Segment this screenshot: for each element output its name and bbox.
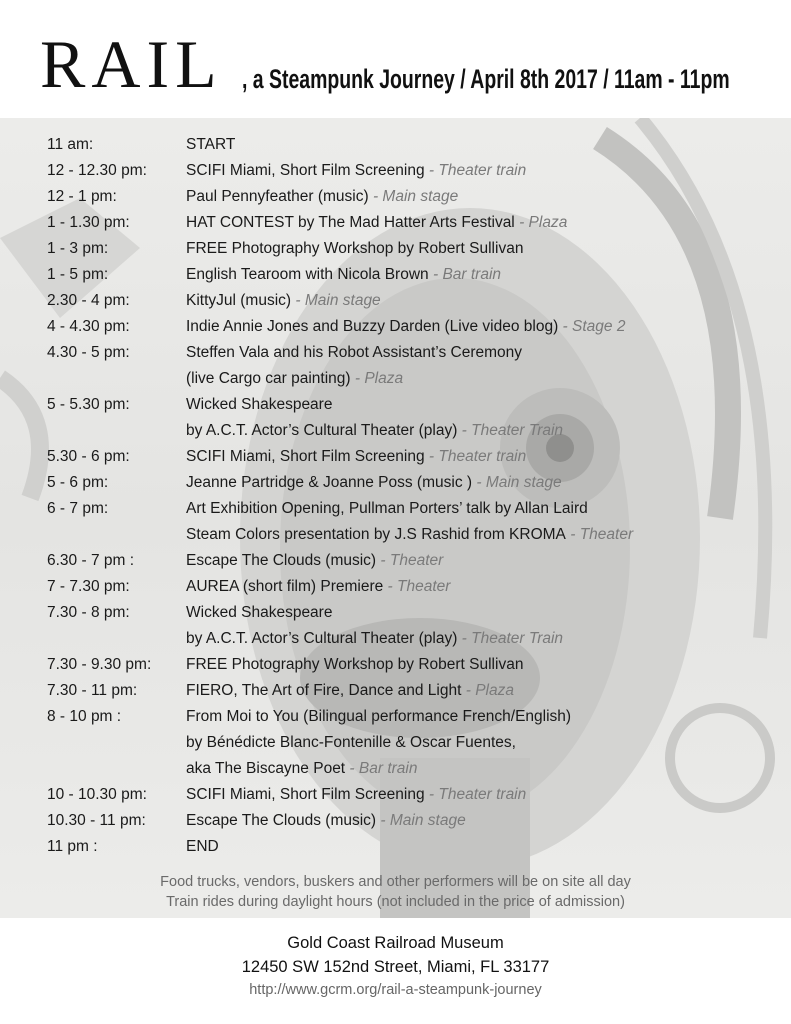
schedule-time: 1 - 3 pm: (47, 240, 109, 257)
schedule-event: START (186, 136, 236, 153)
schedule-event-line (186, 392, 332, 418)
schedule-time: 12 - 1 pm: (47, 188, 117, 205)
schedule-event-line (186, 366, 403, 392)
schedule-time: 1 - 5 pm: (47, 266, 109, 283)
schedule-row (47, 314, 787, 340)
schedule-event-line (186, 496, 588, 522)
schedule-time: 4.30 - 5 pm: (47, 344, 130, 361)
schedule-location: Theater train (438, 162, 527, 179)
schedule-event-line (186, 444, 526, 470)
schedule-event: FIERO, The Art of Fire, Dance and Light (186, 682, 462, 699)
schedule-event-line (186, 236, 523, 262)
schedule-event: by A.C.T. Actor’s Cultural Theater (play) (186, 630, 458, 647)
location-separator: - (565, 526, 580, 543)
location-separator: - (424, 162, 439, 179)
schedule-event-line (186, 262, 501, 288)
schedule-event: END (186, 838, 219, 855)
schedule-time: 7.30 - 9.30 pm: (47, 656, 152, 673)
schedule-event-line (186, 782, 526, 808)
schedule-event-line (186, 834, 219, 860)
notes-line-2: Train rides during daylight hours (not included in the price of admission) (166, 894, 625, 910)
schedule-time: 10.30 - 11 pm: (47, 812, 146, 829)
schedule-time: 8 - 10 pm : (47, 708, 122, 725)
schedule-row (47, 392, 787, 418)
schedule-event: KittyJul (music) (186, 292, 292, 309)
location-separator: - (424, 786, 439, 803)
schedule-row (47, 626, 787, 652)
schedule-event: Indie Annie Jones and Buzzy Darden (Live video blog) (186, 318, 559, 335)
schedule-event-line (186, 288, 381, 314)
notes (0, 872, 791, 912)
schedule-location: Theater (389, 552, 444, 569)
schedule-location: Theater (397, 578, 451, 595)
schedule-event: HAT CONTEST by The Mad Hatter Arts Festival (186, 214, 515, 231)
schedule-location: Plaza (528, 214, 568, 231)
notes-line-1: Food trucks, vendors, buskers and other performers will be on site all day (160, 874, 631, 890)
schedule-event: From Moi to You (Bilingual performance French/English) (186, 708, 572, 725)
schedule-time: 5 - 5.30 pm: (47, 396, 130, 413)
schedule-event: by Bénédicte Blanc-Fontenille & Oscar Fuentes, (186, 734, 516, 751)
schedule-time: 2.30 - 4 pm: (47, 292, 130, 309)
schedule-location: Plaza (475, 682, 514, 699)
schedule-row (47, 808, 787, 834)
schedule-location: Theater Train (471, 630, 564, 647)
schedule-location: Main stage (485, 474, 562, 491)
schedule-event: English Tearoom with Nicola Brown (186, 266, 429, 283)
location-separator: - (345, 760, 359, 777)
location-separator: - (428, 266, 443, 283)
schedule-event: Paul Pennyfeather (music) (186, 188, 369, 205)
schedule-event: Escape The Clouds (music) (186, 812, 377, 829)
schedule-event-line (186, 548, 443, 574)
page-title: RAIL (40, 26, 223, 102)
schedule-event: SCIFI Miami, Short Film Screening (186, 786, 425, 803)
schedule-location: Theater (579, 526, 634, 543)
schedule-event-line (186, 808, 466, 834)
schedule-location: Bar train (358, 760, 418, 777)
schedule-event: Escape The Clouds (music) (186, 552, 377, 569)
schedule-event: aka The Biscayne Poet (186, 760, 346, 777)
schedule-location: Theater train (438, 786, 527, 803)
schedule-row (47, 522, 787, 548)
header (0, 0, 791, 118)
schedule-event-line (186, 210, 567, 236)
schedule-event-line (186, 184, 458, 210)
schedule-event-line (186, 418, 563, 444)
location-separator: - (514, 214, 529, 231)
schedule-event: Wicked Shakespeare (186, 396, 333, 413)
schedule-row (47, 288, 787, 314)
schedule-event-line (186, 522, 633, 548)
location-separator: - (383, 578, 398, 595)
schedule-row (47, 574, 787, 600)
schedule-time: 12 - 12.30 pm: (47, 162, 147, 179)
location-separator: - (424, 448, 439, 465)
event-url[interactable]: http://www.gcrm.org/rail-a-steampunk-journey (249, 982, 542, 998)
schedule-event-line (186, 652, 523, 678)
location-separator: - (558, 318, 573, 335)
schedule-time: 10 - 10.30 pm: (47, 786, 147, 803)
schedule-row (47, 730, 787, 756)
schedule-row (47, 418, 787, 444)
schedule-row (47, 236, 787, 262)
location-separator: - (376, 552, 390, 569)
schedule-row (47, 262, 787, 288)
schedule-list (47, 132, 787, 860)
location-separator: - (457, 630, 472, 647)
schedule-row (47, 704, 787, 730)
schedule-location: Plaza (364, 370, 404, 387)
schedule-time: 5.30 - 6 pm: (47, 448, 130, 465)
schedule-row (47, 158, 787, 184)
schedule-event: SCIFI Miami, Short Film Screening (186, 448, 425, 465)
schedule-row (47, 782, 787, 808)
schedule-event-line (186, 756, 418, 782)
schedule-location: Main stage (382, 188, 459, 205)
schedule-event-line (186, 132, 235, 158)
schedule-event-line (186, 730, 516, 756)
schedule-location: Theater train (438, 448, 527, 465)
footer (0, 918, 791, 1024)
location-separator: - (457, 422, 472, 439)
location-separator: - (376, 812, 390, 829)
schedule-row (47, 210, 787, 236)
schedule-time: 6 - 7 pm: (47, 500, 109, 517)
schedule-time: 11 pm : (47, 838, 98, 855)
schedule-event: Steam Colors presentation by J.S Rashid from KROMA (186, 526, 566, 543)
schedule-location: Bar train (442, 266, 502, 283)
schedule-event: FREE Photography Workshop by Robert Sullivan (186, 656, 524, 673)
schedule-row (47, 132, 787, 158)
schedule-time: 7.30 - 8 pm: (47, 604, 130, 621)
schedule-event-line (186, 574, 450, 600)
schedule-row (47, 340, 787, 366)
schedule-event: Jeanne Partridge & Joanne Poss (music ) (186, 474, 473, 491)
schedule-event: Steffen Vala and his Robot Assistant’s Ceremony (186, 344, 523, 361)
schedule-row (47, 470, 787, 496)
page-subtitle: , a Steampunk Journey / April 8th 2017 / 11am - 11pm (242, 64, 730, 94)
schedule-event: FREE Photography Workshop by Robert Sullivan (186, 240, 524, 257)
venue-name: Gold Coast Railroad Museum (287, 934, 504, 952)
schedule-event-line (186, 678, 514, 704)
schedule-time: 11 am: (47, 136, 94, 153)
schedule-time: 7.30 - 11 pm: (47, 682, 138, 699)
schedule-row (47, 678, 787, 704)
schedule-event: Wicked Shakespeare (186, 604, 333, 621)
schedule-location: Main stage (389, 812, 466, 829)
schedule-location: Stage 2 (572, 318, 626, 335)
schedule-event-line (186, 626, 563, 652)
schedule-time: 6.30 - 7 pm : (47, 552, 135, 569)
schedule-row (47, 756, 787, 782)
location-separator: - (350, 370, 365, 387)
schedule-event-line (186, 340, 522, 366)
schedule-event: SCIFI Miami, Short Film Screening (186, 162, 425, 179)
schedule-time: 7 - 7.30 pm: (47, 578, 130, 595)
schedule-row (47, 496, 787, 522)
schedule-event-line (186, 600, 332, 626)
schedule-time: 5 - 6 pm: (47, 474, 109, 491)
schedule-event: Art Exhibition Opening, Pullman Porters’ talk by Allan Laird (186, 500, 588, 517)
schedule-time: 4 - 4.30 pm: (47, 318, 130, 335)
schedule-event-line (186, 314, 625, 340)
schedule-event: (live Cargo car painting) (186, 370, 351, 387)
schedule-event-line (186, 158, 526, 184)
schedule-row (47, 600, 787, 626)
schedule-event: AUREA (short film) Premiere (186, 578, 384, 595)
schedule-row (47, 548, 787, 574)
location-separator: - (461, 682, 476, 699)
location-separator: - (291, 292, 305, 309)
location-separator: - (368, 188, 383, 205)
location-separator: - (472, 474, 486, 491)
schedule-row (47, 652, 787, 678)
schedule-event-line (186, 470, 562, 496)
schedule-row (47, 366, 787, 392)
schedule-location: Main stage (304, 292, 381, 309)
schedule-row (47, 834, 787, 860)
schedule-time: 1 - 1.30 pm: (47, 214, 130, 231)
schedule-row (47, 184, 787, 210)
schedule-location: Theater Train (471, 422, 564, 439)
schedule-row (47, 444, 787, 470)
schedule-event-line (186, 704, 571, 730)
schedule-event: by A.C.T. Actor’s Cultural Theater (play) (186, 422, 458, 439)
venue-address: 12450 SW 152nd Street, Miami, FL 33177 (241, 958, 550, 976)
